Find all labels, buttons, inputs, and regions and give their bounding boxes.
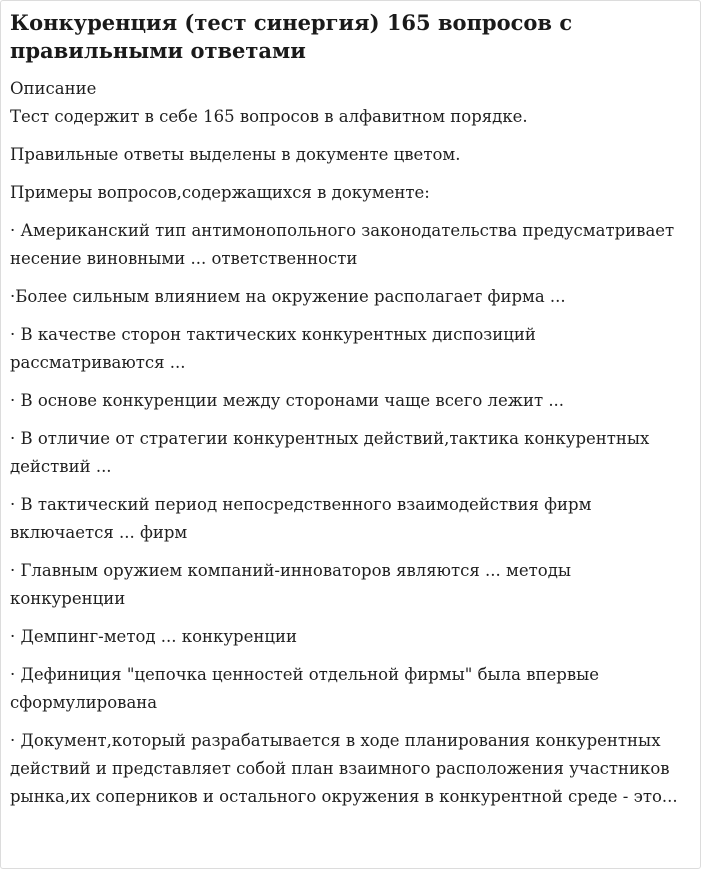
question-item: · Документ,который разрабатывается в ходе планирования конкурентных действий и представляет собой план взаимного расположения участников рынка,их соперников и остального окружения в конкурентной среде - это... xyxy=(10,731,678,806)
page-title: Конкуренция (тест синергия) 165 вопросов с правильными ответами xyxy=(10,10,573,63)
description-label: Описание xyxy=(10,79,97,98)
question-item: · Американский тип антимонопольного законодательства предусматривает несение виновными ... ответственности xyxy=(10,221,675,268)
question-item: · Дефиниция "цепочка ценностей отдельной фирмы" была впервые сформулирована xyxy=(10,665,600,712)
question-item: · В основе конкуренции между сторонами чаще всего лежит ... xyxy=(10,391,565,410)
question-item: · Главным оружием компаний-инноваторов являются ... методы конкуренции xyxy=(10,561,571,608)
intro-paragraph-1: Тест содержит в себе 165 вопросов в алфавитном порядке. xyxy=(10,107,528,126)
question-list xyxy=(10,217,690,811)
intro-paragraph-3: Примеры вопросов,содержащихся в документе: xyxy=(10,183,430,202)
question-item: · Демпинг-метод ... конкуренции xyxy=(10,627,297,646)
intro-paragraph-2: Правильные ответы выделены в документе цветом. xyxy=(10,145,461,164)
question-item: · В отличие от стратегии конкурентных действий,тактика конкурентных действий ... xyxy=(10,429,650,476)
question-item: ·Более сильным влиянием на окружение располагает фирма ... xyxy=(10,287,566,306)
question-item: · В качестве сторон тактических конкурентных диспозиций рассматриваются ... xyxy=(10,325,536,372)
question-item: · В тактический период непосредственного взаимодействия фирм включается ... фирм xyxy=(10,495,592,542)
